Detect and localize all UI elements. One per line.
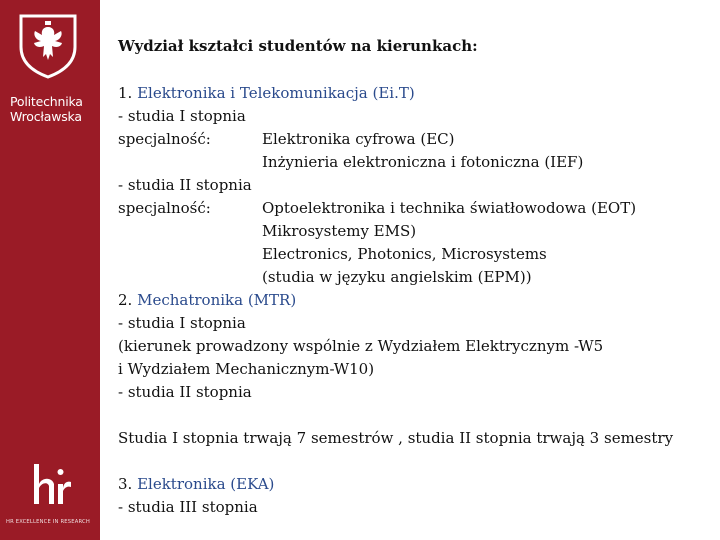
item2-name: Mechatronika (MTR)	[137, 291, 297, 309]
sidebar	[0, 0, 100, 540]
item2-title	[118, 290, 296, 310]
duration-note: Studia I stopnia trwają 7 semestrów , studia II stopnia trwają 3 semestry	[118, 429, 674, 447]
item1-spec-label-1: specjalność:	[118, 130, 211, 148]
university-crest-icon	[15, 13, 81, 79]
item1-spec-4: Mikrosystemy EMS)	[262, 222, 417, 240]
item1-degree-1: - studia I stopnia	[118, 107, 246, 125]
item1-spec-5: Electronics, Photonics, Microsystems	[262, 245, 547, 263]
item1-spec-3: Optoelektronika i technika światłowodowa (EOT)	[262, 199, 637, 217]
university-name-line1: Politechnika	[10, 94, 83, 109]
page-heading: Wydział kształci studentów na kierunkach:	[118, 37, 478, 55]
university-name	[10, 94, 96, 124]
item1-spec-label-2: specjalność:	[118, 199, 211, 217]
item2-note-1: (kierunek prowadzony wspólnie z Wydziałem Elektrycznym -W5	[118, 337, 604, 355]
item3-degree-1: - studia III stopnia	[118, 498, 258, 516]
item1-degree-2: - studia II stopnia	[118, 176, 252, 194]
item1-name: Elektronika i Telekomunikacja (Ei.T)	[137, 84, 415, 102]
item1-number: 1.	[118, 84, 133, 102]
item1-spec-2: Inżynieria elektroniczna i fotoniczna (IEF)	[262, 153, 584, 171]
item2-degree-1: - studia I stopnia	[118, 314, 246, 332]
item3-name: Elektronika (EKA)	[137, 475, 275, 493]
item1-spec-1: Elektronika cyfrowa (EC)	[262, 130, 455, 148]
university-name-line2: Wrocławska	[10, 109, 82, 124]
item2-note-2: i Wydziałem Mechanicznym-W10)	[118, 360, 375, 378]
item3-title	[118, 474, 274, 494]
item1-spec-6: (studia w języku angielskim (EPM))	[262, 268, 532, 286]
hr-excellence-text: HR EXCELLENCE IN RESEARCH	[6, 519, 90, 525]
item2-number: 2.	[118, 291, 133, 309]
hr-excellence-logo-icon	[30, 462, 72, 508]
item3-number: 3.	[118, 475, 133, 493]
item1-title	[118, 83, 415, 103]
item2-degree-2: - studia II stopnia	[118, 383, 252, 401]
